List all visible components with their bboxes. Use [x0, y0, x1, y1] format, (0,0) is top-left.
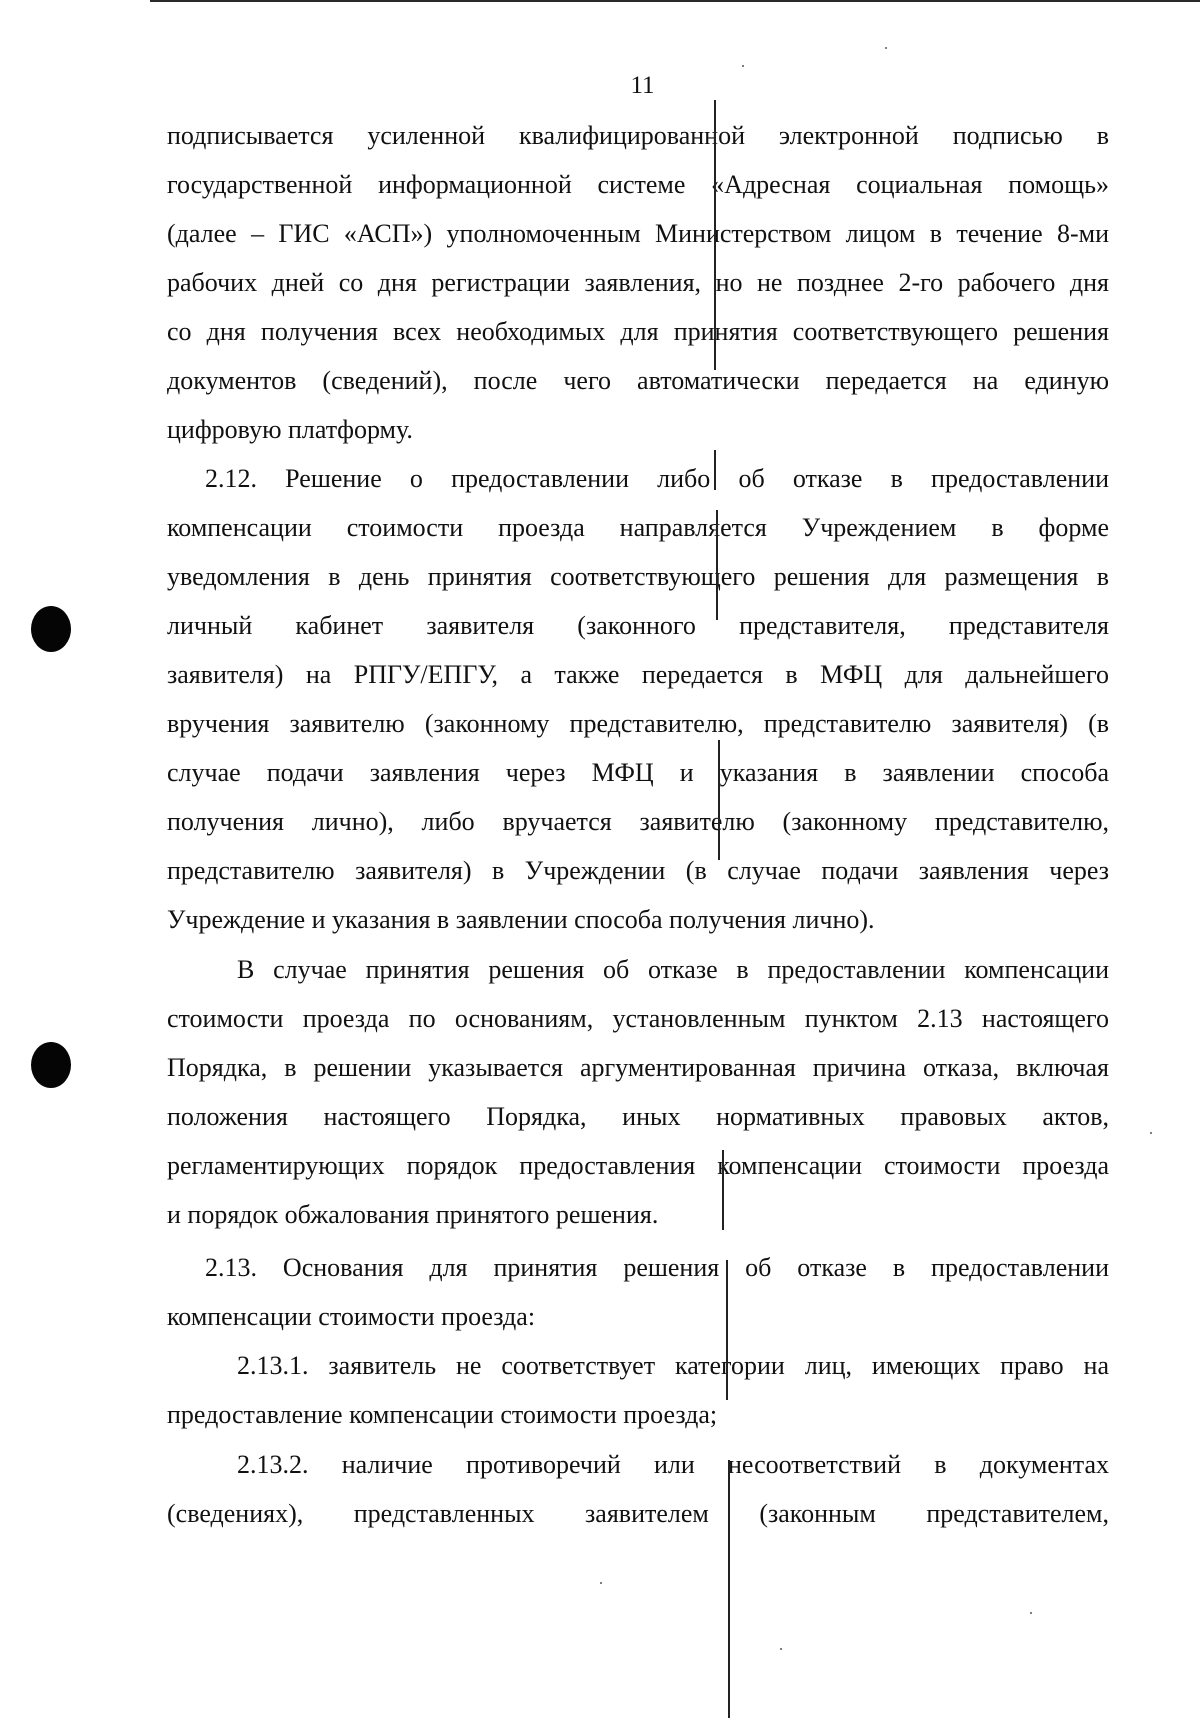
text-line: стоимости проезда по основаниям, установленным пунктом 2.13 настоящего [167, 1004, 1109, 1033]
text-line: рабочих дней со дня регистрации заявления, но не позднее 2-го рабочего дня [167, 268, 1109, 297]
punch-hole [31, 1042, 71, 1088]
punch-hole [31, 606, 71, 652]
text-line: личный кабинет заявителя (законного представителя, представителя [167, 611, 1109, 640]
scan-crease-line [718, 740, 720, 860]
scan-speck [1030, 1612, 1032, 1614]
text-line: 2.12. Решение о предоставлении либо об отказе в предоставлении [205, 464, 1109, 493]
text-line: Учреждение и указания в заявлении способа получения лично). [167, 905, 875, 934]
scan-top-edge [150, 0, 1200, 2]
scan-crease-line [716, 510, 718, 620]
text-line: подписывается усиленной квалифицированной электронной подписью в [167, 121, 1109, 150]
text-line: 2.13.1. заявитель не соответствует категории лиц, имеющих право на [237, 1351, 1109, 1380]
text-line: уведомления в день принятия соответствующего решения для размещения в [167, 562, 1109, 591]
scan-speck [780, 1648, 782, 1650]
text-line: Порядка, в решении указывается аргументированная причина отказа, включая [167, 1053, 1109, 1082]
text-line: 2.13.2. наличие противоречий или несоответствий в документах [237, 1450, 1109, 1479]
scan-speck [600, 1582, 602, 1584]
text-line: цифровую платформу. [167, 415, 413, 444]
text-line: (далее – ГИС «АСП») уполномоченным Министерством лицом в течение 8-ми [167, 219, 1109, 248]
text-line: регламентирующих порядок предоставления компенсации стоимости проезда [167, 1151, 1109, 1180]
text-line: положения настоящего Порядка, иных нормативных правовых актов, [167, 1102, 1109, 1131]
text-line: компенсации стоимости проезда направляется Учреждением в форме [167, 513, 1109, 542]
page-number: 11 [630, 72, 655, 99]
text-line: случае подачи заявления через МФЦ и указания в заявлении способа [167, 758, 1109, 787]
scan-crease-line [726, 1260, 728, 1400]
text-line: компенсации стоимости проезда: [167, 1302, 536, 1331]
text-line: заявителя) на РПГУ/ЕПГУ, а также передается в МФЦ для дальнейшего [167, 660, 1109, 689]
text-line: со дня получения всех необходимых для принятия соответствующего решения [167, 317, 1109, 346]
text-line: (сведениях), представленных заявителем (законным представителем, [167, 1499, 1109, 1528]
text-line: предоставление компенсации стоимости проезда; [167, 1400, 718, 1429]
scan-speck [1150, 1132, 1152, 1134]
text-line: вручения заявителю (законному представителю, представителю заявителя) (в [167, 709, 1109, 738]
text-line: государственной информационной системе «Адресная социальная помощь» [167, 170, 1109, 199]
text-line: В случае принятия решения об отказе в предоставлении компенсации [237, 955, 1109, 984]
text-line: документов (сведений), после чего автоматически передается на единую [167, 366, 1109, 395]
scan-crease-line [722, 1150, 724, 1230]
scan-crease-line [728, 1460, 730, 1718]
scan-crease-line [714, 450, 716, 490]
text-line: 2.13. Основания для принятия решения об отказе в предоставлении [205, 1253, 1109, 1282]
text-line: получения лично), либо вручается заявителю (законному представителю, [167, 807, 1109, 836]
text-line: представителю заявителя) в Учреждении (в случае подачи заявления через [167, 856, 1109, 885]
text-line: и порядок обжалования принятого решения. [167, 1200, 659, 1229]
scan-crease-line [714, 100, 716, 370]
scan-speck [742, 65, 744, 67]
scan-speck [885, 47, 887, 49]
